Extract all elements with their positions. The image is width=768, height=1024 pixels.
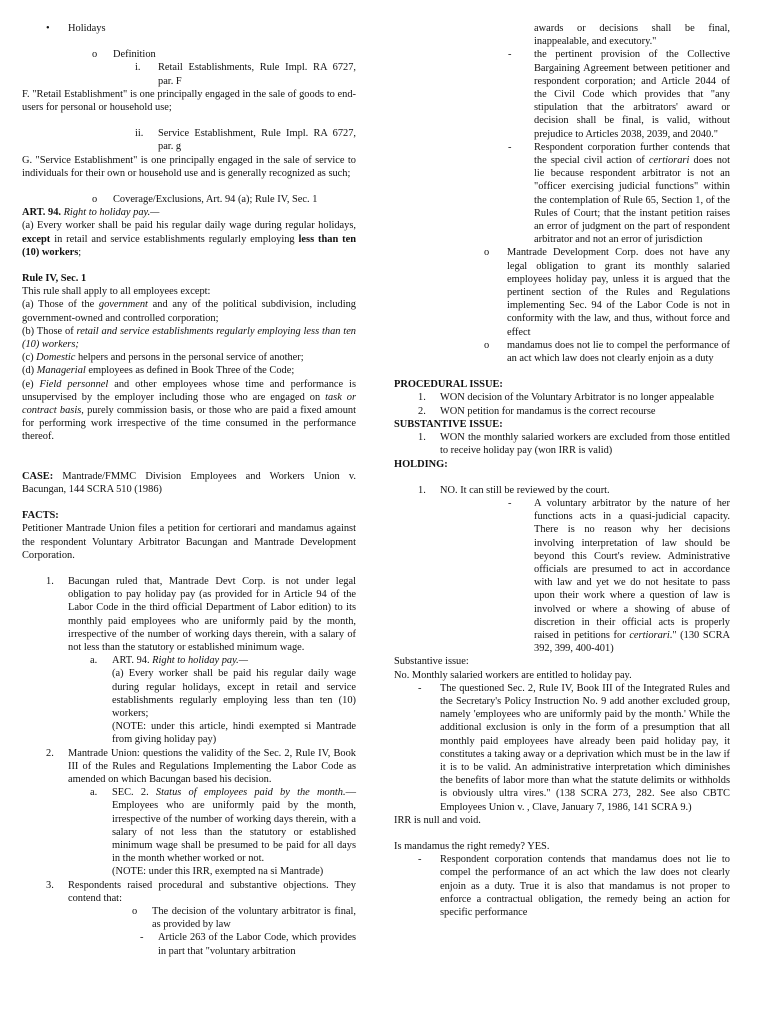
def-g-text: G. "Service Establishment" is one principally engaged in the sale of service to individuals for their own or household use and is generally recognized as such; bbox=[22, 154, 356, 179]
fact-2a bbox=[90, 786, 356, 878]
fact-1 bbox=[46, 575, 356, 654]
p2-number: 2. bbox=[418, 405, 426, 417]
mandamus-dash bbox=[418, 853, 730, 919]
circle-bullet-icon: o bbox=[92, 194, 98, 206]
rule-iv-title: Rule IV, Sec. 1 bbox=[22, 273, 87, 285]
substantive-issue-1 bbox=[418, 431, 730, 457]
roman-ii: ii. bbox=[135, 128, 144, 140]
holidays-heading: Holidays bbox=[68, 23, 106, 34]
r-circle-3 bbox=[484, 339, 730, 365]
rule-e-prefix: (e) bbox=[22, 378, 40, 390]
roman-i: i. bbox=[135, 62, 141, 74]
r-circle-2-text: Mantrade Development Corp. does not have any legal obligation to grant its monthly salaried employees holiday pay, unless it is argued that the pertinent section of the Rules and Regulations implementing Sec. 94 of the Labor Code is not in conformity with the law, and thus, without force and effect bbox=[507, 247, 730, 338]
rule-item-a bbox=[22, 298, 356, 324]
def-i-text: Retail Establishments, Rule Impl. RA 6727, par. F bbox=[158, 62, 356, 87]
circle-bullet-icon: o bbox=[484, 339, 490, 351]
r-dash-3-italic: certiorari bbox=[648, 155, 690, 167]
dash-bullet-icon: - bbox=[140, 932, 144, 944]
case-label: CASE: bbox=[22, 470, 54, 482]
rule-a-prefix: (a) Those of the bbox=[22, 299, 99, 311]
fact-1-text: Bacungan ruled that, Mantrade Devt Corp. is not under legal obligation to pay holiday pay (as provided for in Article 94 of the Labor Code in the third official Department of Labor edition) to its monthly paid employees who are uniformly paid by the month, irrespective of the number of working days therein, with a salary of not less than the statutory or established minimum wage. bbox=[68, 575, 356, 653]
fact-3 bbox=[46, 879, 356, 905]
h1-text: NO. It can still be reviewed by the court. bbox=[440, 484, 610, 496]
fact-1a-body: (a) Every worker shall be paid his regular daily wage during regular holidays, except in retail and service establishments regularly employing less than ten (10) workers; bbox=[112, 668, 356, 719]
case-citation bbox=[22, 470, 356, 496]
circle-bullet-icon: o bbox=[484, 247, 490, 259]
fact-2 bbox=[46, 747, 356, 787]
facts-text: Petitioner Mantrade Union files a petition for certiorari and mandamus against the respondent Voluntary Arbitrator Bacungan and Mantrade Development Corporation. bbox=[22, 523, 356, 561]
facts-title: FACTS: bbox=[22, 510, 59, 522]
left-column bbox=[22, 22, 356, 958]
bullet-icon: • bbox=[46, 23, 50, 34]
r-circle-2 bbox=[484, 246, 730, 338]
mandamus-question: Is mandamus the right remedy? YES. bbox=[394, 840, 550, 852]
rule-item-c bbox=[22, 351, 356, 364]
art94-label: ART. 94. bbox=[22, 207, 61, 219]
rule-item-e bbox=[22, 378, 356, 444]
fact-2a-note: (NOTE: under this IRR, exempted na si Mantrade) bbox=[112, 866, 324, 878]
art94-text-3: ; bbox=[78, 246, 82, 258]
rule-a-rest: and any of the political subdivision, including government-owned and controlled corporation; bbox=[22, 299, 357, 324]
fact-2-text: Mantrade Union: questions the validity of the Sec. 2, Rule IV, Book III of the Rules and Regulations Implementing the Labor Code as amended on which Bacungan based his decision. bbox=[68, 747, 356, 785]
rule-d-rest: employees as defined in Book Three of the Code; bbox=[85, 365, 295, 377]
holidays-bullet-item bbox=[46, 22, 356, 35]
fact-3-number: 3. bbox=[46, 879, 54, 891]
def-ii-item bbox=[135, 127, 356, 153]
dash-bullet-icon: - bbox=[418, 682, 422, 694]
fact-1a-note: (NOTE: under this article, hindi exempted si Mantrade from giving holiday pay) bbox=[112, 721, 356, 746]
fact-1-number: 1. bbox=[46, 575, 54, 587]
def-i-item bbox=[135, 61, 356, 87]
fact-3-circle-text: The decision of the voluntary arbitrator is final, as provided by law bbox=[152, 905, 356, 931]
fact-1a bbox=[90, 654, 356, 746]
substantive-label: Substantive issue: bbox=[394, 656, 469, 668]
r-dash-cont-text: awards or decisions shall be final, inappealable, and executory." bbox=[534, 23, 730, 48]
art94-text-2: in retail and service establishments regularly employing bbox=[50, 233, 299, 245]
fact-2a-prefix: SEC. 2. bbox=[112, 787, 156, 799]
r-circle-3-text: mandamus does not lie to compel the performance of an act which law does not clearly enjoin as a duty bbox=[507, 339, 730, 365]
holding-1 bbox=[418, 484, 730, 497]
fact-2a-text bbox=[112, 786, 356, 878]
rule-e-italic-2: task or contract basis bbox=[22, 391, 356, 417]
dash-bullet-icon: - bbox=[508, 49, 512, 61]
fact-1a-letter: a. bbox=[90, 655, 98, 667]
coverage-label: Coverage/Exclusions, Art. 94 (a); Rule IV, Sec. 1 bbox=[113, 194, 318, 206]
rule-e-rest: , purely commission basis, or those who are paid a fixed amount for performing work irrespective of the time consumed in the performance thereof. bbox=[22, 405, 356, 443]
art94-title: Right to holiday pay.— bbox=[60, 207, 160, 219]
art94-except: except bbox=[22, 233, 51, 245]
p2-text: WON petition for mandamus is the correct recourse bbox=[440, 405, 656, 417]
holding-title: HOLDING: bbox=[394, 458, 448, 470]
h1-dash-italic: certiorari bbox=[629, 629, 670, 641]
definition-label: Definition bbox=[113, 49, 156, 61]
dash-bullet-icon: - bbox=[418, 854, 422, 866]
rule-item-d bbox=[22, 364, 356, 377]
fact-3-circle-item bbox=[132, 905, 356, 931]
rule-b-italic: retail and service establishments regularly employing less than ten (10) workers; bbox=[22, 325, 357, 351]
rule-item-b bbox=[22, 325, 356, 351]
right-column bbox=[394, 22, 730, 919]
circle-bullet-icon: o bbox=[132, 905, 138, 917]
r-dash-3-b: does not lie because respondent arbitrator is not an "officer exercising judicial functions" within the contemplation of Rule 65, Section 1, of the Rules of Court; that the instant petition raises an error of judgment on the part of respondent arbitrator and not an error of jurisdiction bbox=[534, 155, 730, 246]
h1-dash-a: A voluntary arbitrator by the nature of her functions acts in a quasi-judicial capacity. There is no reason why her decisions involving interpretation of law should be beyond this Court's review. Administrative officials are presumed to act in accordance with law and yet we do not hesitate to pass upon their work where a question of law is involved or where a showing of abuse of discretion in their official acts is properly raised in petitions for bbox=[534, 497, 730, 641]
s1-text: WON the monthly salaried workers are excluded from those entitled to receive holiday pay (won IRR is valid) bbox=[440, 432, 730, 457]
substantive-dash bbox=[418, 682, 730, 814]
r-dash-3-text bbox=[534, 141, 730, 247]
p1-text: WON decision of the Voluntary Arbitrator is no longer appealable bbox=[440, 392, 715, 404]
fact-1a-italic: Right to holiday pay.— bbox=[152, 655, 248, 667]
fact-2-number: 2. bbox=[46, 747, 54, 759]
fact-1a-prefix: ART. 94. bbox=[112, 655, 153, 667]
fact-3-text: Respondents raised procedural and substantive objections. They contend that: bbox=[68, 879, 356, 904]
p1-number: 1. bbox=[418, 392, 426, 404]
h1-dash-text bbox=[534, 497, 730, 655]
definition-item bbox=[92, 48, 356, 61]
fact-2a-italic: Status of employees paid by the month. bbox=[155, 787, 346, 799]
def-ii-text: Service Establishment, Rule Impl. RA 6727, par. g bbox=[158, 128, 356, 153]
procedural-issue-1 bbox=[418, 391, 730, 404]
holding-1-dash bbox=[508, 497, 730, 655]
circle-bullet-icon: o bbox=[92, 49, 98, 61]
r-dash-cont bbox=[534, 22, 730, 48]
rule-d-italic: Managerial bbox=[36, 365, 86, 377]
r-dash-2-text: the pertinent provision of the Collective Bargaining Agreement between petitioner and respondent corporation; and Article 2044 of the Civil Code which provides that "any stipulation that the arbitrators' award or decision shall be final, is valid, without prejudice to Articles 2038, 2039, and 2040." bbox=[534, 49, 730, 140]
substantive-issue-title: SUBSTANTIVE ISSUE: bbox=[394, 418, 503, 430]
dash-bullet-icon: - bbox=[508, 497, 512, 509]
h1-dash-b: ." (130 SCRA 392, 399, 400-401) bbox=[534, 629, 731, 655]
rule-a-italic: government bbox=[98, 299, 148, 311]
irr-void: IRR is null and void. bbox=[394, 814, 481, 826]
h1-number: 1. bbox=[418, 484, 426, 496]
rule-c-prefix: (c) bbox=[22, 352, 37, 364]
fact-2a-letter: a. bbox=[90, 787, 98, 799]
mandamus-dash-text: Respondent corporation contends that mandamus does not lie to compel the performance of an act which the law does not clearly enjoin as a duty. True it is also that mandamus is not proper to enforce a contractual obligation, the remedy being an action for specific performance bbox=[440, 854, 730, 918]
dash-bullet-icon: - bbox=[508, 141, 512, 153]
fact-3-dash-item bbox=[140, 931, 356, 957]
rule-b-prefix: (b) Those of bbox=[22, 325, 77, 337]
fact-1a-text bbox=[112, 654, 356, 746]
procedural-issue-2 bbox=[418, 405, 730, 418]
art94-text-1: (a) Every worker shall be paid his regular daily wage during regular holidays, bbox=[22, 220, 356, 232]
rule-e-mid: and other employees whose time and performance is unsupervised by the employer including those who are engaged on bbox=[22, 378, 356, 403]
rule-d-prefix: (d) bbox=[22, 365, 37, 377]
fact-2a-body: — Employees who are uniformly paid by the month, irrespective of the number of working days therein, with a salary of not less than the statutory or established minimum wage shall be presumed to be paid for all days in the month whether worked or not. bbox=[112, 787, 356, 865]
rule-c-italic: Domestic bbox=[36, 352, 76, 364]
fact-3-dash-text: Article 263 of the Labor Code, which provides in part that "voluntary arbitration bbox=[158, 932, 356, 957]
substantive-answer: No. Monthly salaried workers are entitled to holiday pay. bbox=[394, 669, 632, 681]
art94-less-than-ten: less than ten (10) workers bbox=[22, 233, 356, 258]
art94-paragraph bbox=[22, 206, 356, 259]
rule-e-italic: Field personnel bbox=[39, 378, 109, 390]
case-text: Mantrade/FMMC Division Employees and Workers Union v. Bacungan, 144 SCRA 510 (1986) bbox=[22, 470, 356, 495]
s1-number: 1. bbox=[418, 432, 426, 444]
rule-intro: This rule shall apply to all employees except: bbox=[22, 286, 211, 298]
r-dash-2 bbox=[508, 48, 730, 140]
r-dash-3-a: Respondent corporation further contends that the special civil action of bbox=[534, 141, 730, 167]
r-dash-3 bbox=[508, 141, 730, 247]
def-f-text: F. "Retail Establishment" is one principally engaged in the sale of goods to end-users for personal or household use; bbox=[22, 88, 356, 114]
procedural-issue-title: PROCEDURAL ISSUE: bbox=[394, 379, 503, 391]
substantive-dash-text: The questioned Sec. 2, Rule IV, Book III of the Integrated Rules and the Secretary's Policy Instruction No. 9 add another excluded group, namely 'employees who are uniformly paid by the month.' While the additional exclusion is only in the form of a presumption that all monthly paid employees have already been paid holiday pay, it constitutes a taking away or a deprivation which must be in the law if it is to be valid. An administrative interpretation which diminishes the benefits of labor more than what the statute delimits or withholds is obviously ultra vires." (138 SCRA 273, 282. See also CBTC Employees Union v. , Clave, January 7, 1986, 141 SCRA 9.) bbox=[440, 682, 730, 813]
rule-c-rest: helpers and persons in the personal service of another; bbox=[75, 352, 304, 364]
coverage-item bbox=[92, 193, 356, 206]
